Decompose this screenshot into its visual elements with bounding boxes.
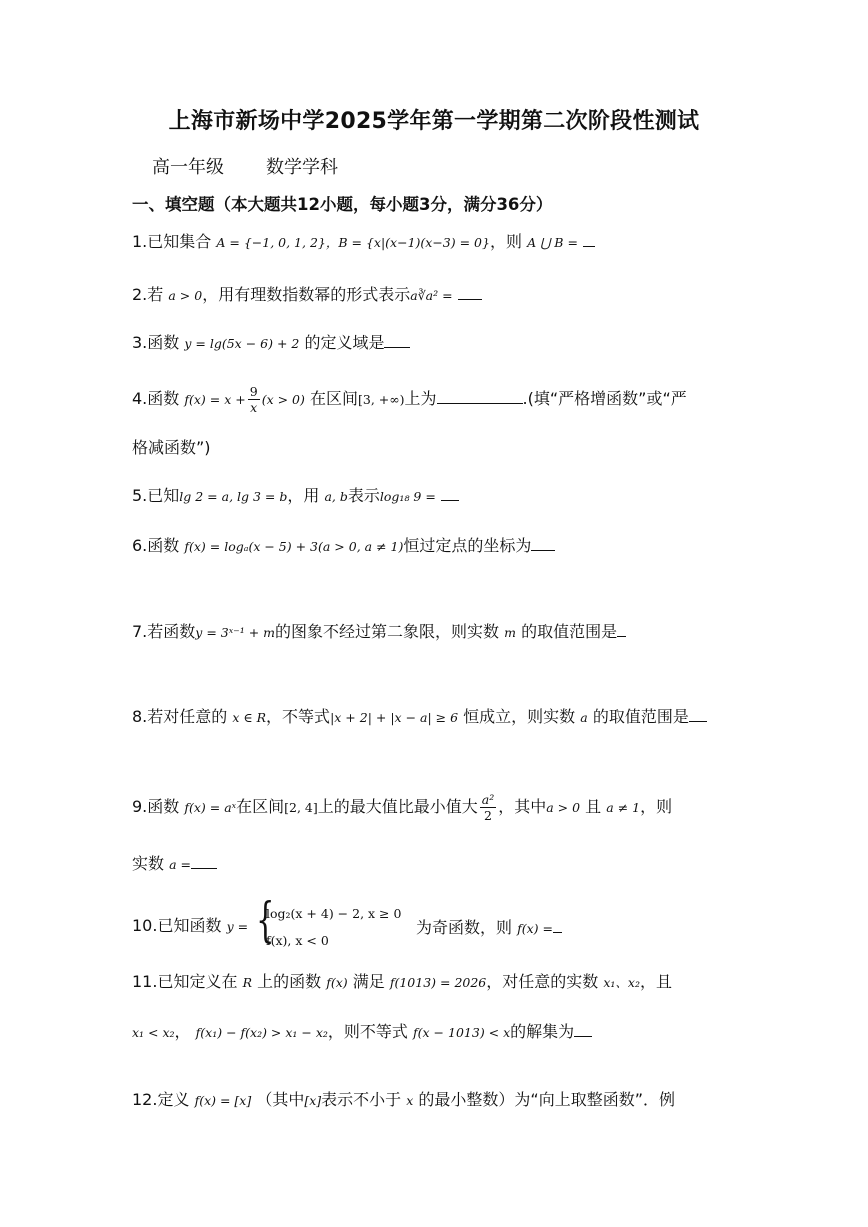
- question-text: 若对任意的: [147, 707, 228, 726]
- question-text: 在区间: [309, 389, 358, 408]
- question-text: 恒过定点的坐标为: [403, 536, 532, 555]
- piecewise-case-2: f(x), x < 0: [266, 933, 329, 948]
- question-10-tail: [416, 918, 562, 936]
- math-expression: f(x) =: [517, 921, 553, 936]
- math-expression: y =: [226, 919, 249, 934]
- math-expression: y = lg(5x − 6) + 2: [184, 336, 300, 351]
- math-expression: x₁、x₂: [603, 975, 640, 990]
- question-text: 实数: [132, 854, 165, 873]
- math-expression: f(x) = [x]: [194, 1093, 252, 1108]
- answer-blank: [458, 285, 482, 300]
- question-text: 的定义域是: [304, 333, 385, 352]
- question-text: ，用有理数指数幂的形式表示: [202, 285, 411, 304]
- question-text: （其中: [256, 1090, 305, 1109]
- question-number: 12.: [132, 1090, 158, 1109]
- question-text: 为奇函数，则: [416, 918, 513, 937]
- question-4: [132, 384, 687, 415]
- math-expression: a, b: [324, 489, 348, 504]
- question-text: 的解集为: [510, 1022, 575, 1041]
- math-expression: R: [242, 975, 252, 990]
- question-text: ，: [174, 1022, 191, 1041]
- question-text: 上的函数: [257, 972, 322, 991]
- math-expression: f(x₁) − f(x₂) > x₁ − x₂: [195, 1025, 328, 1040]
- question-text: 在区间: [236, 797, 285, 816]
- question-text: 若函数: [147, 622, 196, 641]
- question-12: [132, 1092, 675, 1108]
- question-text: 表示不小于: [321, 1090, 402, 1109]
- question-text: ，对任意的实数: [486, 972, 599, 991]
- question-text: 的取值范围是: [592, 707, 689, 726]
- question-text: 表示: [347, 486, 380, 505]
- question-number: 11.: [132, 972, 158, 991]
- question-4-cont: 格减函数”): [132, 438, 211, 457]
- question-text: 的最小整数）为“向上取整函数”．例: [418, 1090, 675, 1109]
- answer-blank: [553, 918, 562, 933]
- question-9: [132, 792, 672, 823]
- math-expression: A = {−1, 0, 1, 2}，B = {x|(x−1)(x−3) = 0}: [216, 235, 490, 250]
- math-expression: x₁ < x₂: [132, 1025, 175, 1040]
- section-heading: 一、填空题（本大题共12小题，每小题3分，满分36分）: [132, 195, 553, 214]
- question-text: 函数: [147, 333, 180, 352]
- question-7: [132, 622, 626, 640]
- math-expression: f(1013) = 2026: [389, 975, 487, 990]
- math-expression: a =: [169, 857, 192, 872]
- math-expression: [x]: [304, 1093, 322, 1108]
- math-expression: a > 0: [168, 288, 203, 303]
- fraction-numerator: 9: [249, 384, 258, 399]
- question-text: 上为: [404, 389, 437, 408]
- question-text: ，且: [640, 972, 673, 991]
- question-text: ，则不等式: [327, 1022, 408, 1041]
- question-text: ，其中: [498, 797, 547, 816]
- question-2: [132, 285, 482, 303]
- question-text: 满足: [352, 972, 385, 991]
- question-number: 5.: [132, 486, 148, 505]
- question-text: 已知定义在: [157, 972, 238, 991]
- math-expression: y = 3ˣ⁻¹ + m: [195, 625, 276, 640]
- math-expression: |x + 2| + |x − a| ≥ 6: [330, 710, 459, 725]
- question-text: 的取值范围是: [521, 622, 618, 641]
- math-expression: f(x) = aˣ: [184, 800, 237, 815]
- question-text: ，不等式: [266, 707, 331, 726]
- question-text: 函数: [147, 797, 180, 816]
- question-text: 若: [147, 285, 164, 304]
- math-expression: m: [504, 625, 517, 640]
- question-number: 9.: [132, 797, 148, 816]
- answer-blank: [191, 854, 217, 869]
- question-text: .(填“严格增函数”或“严: [522, 389, 687, 408]
- math-expression: f(x) = x +: [184, 392, 246, 407]
- question-text: 定义: [157, 1090, 190, 1109]
- math-expression: [2, 4]: [284, 800, 318, 815]
- question-text: 恒成立，则实数: [463, 707, 576, 726]
- question-10: [132, 918, 248, 934]
- math-expression: x: [406, 1093, 414, 1108]
- math-expression: f(x): [326, 975, 348, 990]
- fraction: [480, 792, 496, 823]
- question-11: [132, 974, 672, 990]
- question-text: 上的最大值比最小值大: [317, 797, 478, 816]
- question-text: 已知函数: [157, 916, 222, 935]
- math-expression: log₁₈ 9 =: [379, 489, 436, 504]
- math-expression: x ∈ R: [232, 710, 267, 725]
- question-text: 函数: [147, 536, 180, 555]
- math-expression: lg 2 = a, lg 3 = b: [179, 489, 288, 504]
- answer-blank: [437, 389, 523, 404]
- question-number: 1.: [132, 232, 148, 251]
- question-text: 且: [585, 797, 602, 816]
- math-expression: f(x − 1013) < x: [413, 1025, 511, 1040]
- subject-label: 数学学科: [266, 157, 338, 178]
- math-expression: f(x) = logₐ(x − 5) + 3(a > 0, a ≠ 1): [184, 539, 404, 554]
- question-number: 3.: [132, 333, 148, 352]
- question-9-cont: [132, 854, 217, 872]
- question-text: 的图象不经过第二象限，则实数: [275, 622, 500, 641]
- grade-subject: [152, 153, 338, 179]
- math-expression: A ⋃ B =: [527, 235, 578, 250]
- question-8: [132, 707, 707, 725]
- answer-blank: [441, 486, 459, 501]
- question-text: ，用: [287, 486, 320, 505]
- answer-blank: [689, 707, 707, 722]
- question-text: 函数: [147, 389, 180, 408]
- question-3: [132, 333, 410, 351]
- question-text: 已知集合: [147, 232, 212, 251]
- math-expression: a: [580, 710, 588, 725]
- answer-blank: [583, 232, 595, 247]
- fraction-denominator: x: [250, 400, 258, 415]
- math-expression: a ≠ 1: [606, 800, 641, 815]
- question-number: 7.: [132, 622, 148, 641]
- question-text: ，则: [489, 232, 522, 251]
- question-number: 2.: [132, 285, 148, 304]
- answer-blank: [531, 536, 555, 551]
- question-number: 10.: [132, 916, 158, 935]
- math-expression: [3, +∞): [357, 392, 405, 407]
- question-text: ，则: [640, 797, 673, 816]
- question-1: [132, 232, 595, 250]
- question-number: 4.: [132, 389, 148, 408]
- question-5: [132, 486, 459, 504]
- question-6: [132, 536, 555, 554]
- answer-blank: [617, 622, 626, 637]
- question-11-cont: [132, 1022, 592, 1040]
- math-expression: a∛a² =: [410, 288, 453, 303]
- answer-blank: [384, 333, 410, 348]
- question-text: 已知: [147, 486, 180, 505]
- math-expression: (x > 0): [261, 392, 305, 407]
- fraction: [248, 384, 260, 415]
- piecewise-case-1: log₂(x + 4) − 2, x ≥ 0: [266, 906, 402, 921]
- answer-blank: [574, 1022, 592, 1037]
- question-number: 8.: [132, 707, 148, 726]
- piecewise-brace: {: [256, 892, 275, 948]
- math-expression: a > 0: [546, 800, 581, 815]
- grade-label: 高一年级: [152, 157, 224, 178]
- fraction-numerator: a²: [481, 792, 495, 807]
- fraction-denominator: 2: [484, 808, 492, 823]
- page-title: 上海市新场中学2025学年第一学期第二次阶段性测试: [168, 109, 700, 134]
- question-number: 6.: [132, 536, 148, 555]
